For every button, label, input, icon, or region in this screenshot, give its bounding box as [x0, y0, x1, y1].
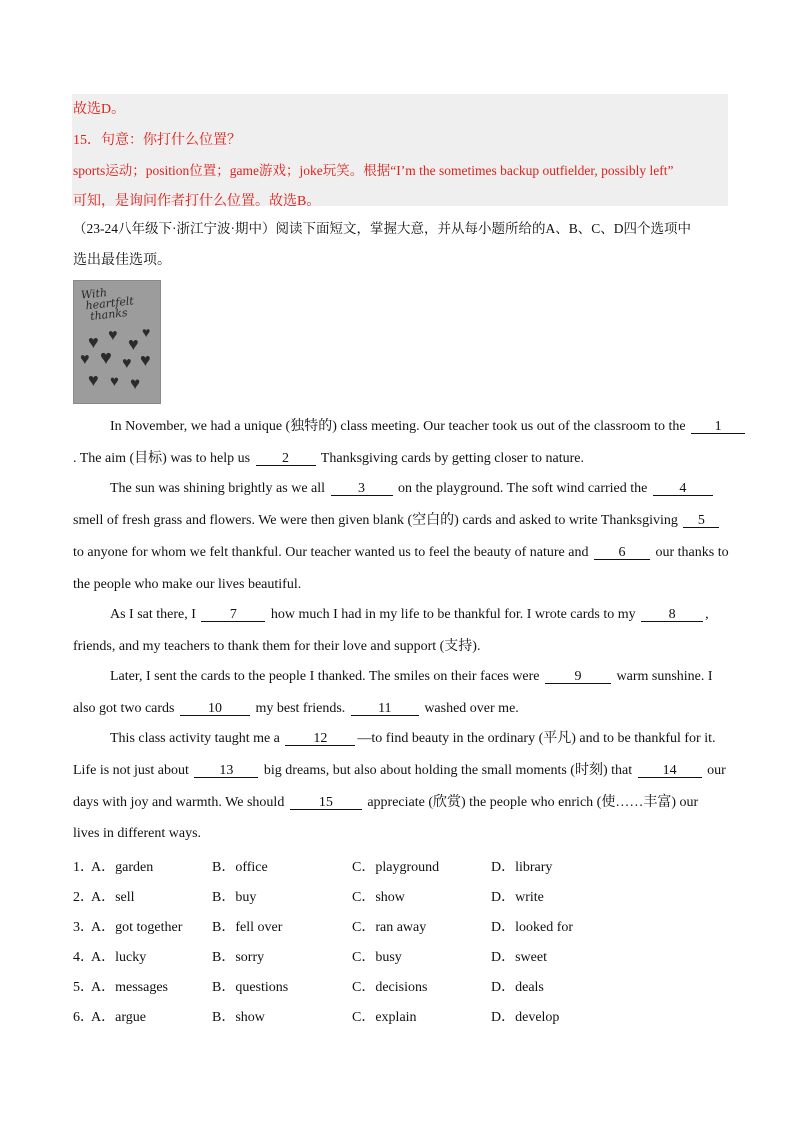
question-row — [73, 976, 713, 994]
instructions-line-1: （23-24八年级下·浙江宁波·期中）阅读下面短文，掌握大意，并从每小题所给的A、B、C、D四个选项中 — [73, 221, 691, 236]
option-d[interactable]: D．looked for — [491, 920, 574, 935]
passage-p3-line-1: As I sat there, I 7 how much I had in my life to be thankful for. I wrote cards to my 8 , — [110, 607, 709, 622]
question-row — [73, 946, 713, 964]
passage-p4-line-1: Later, I sent the cards to the people I thanked. The smiles on their faces were 9 warm sunshine. I — [110, 669, 713, 684]
answer-line-4: 可知，是询问作者打什么位置。故选B。 — [73, 194, 321, 209]
question-number: 1． — [73, 860, 94, 875]
blank-6: 6 — [594, 546, 650, 560]
option-b[interactable]: B．office — [212, 860, 268, 875]
answer-line-1: 故选D。 — [73, 102, 126, 117]
blank-5: 5 — [683, 514, 719, 528]
heart-icon: ♥ — [128, 334, 139, 354]
option-d[interactable]: D．sweet — [491, 950, 547, 965]
option-a[interactable]: A．argue — [91, 1010, 146, 1025]
question-number: 4． — [73, 950, 94, 965]
passage-p2-line-4: the people who make our lives beautiful. — [73, 577, 302, 592]
passage-p5-line-4: lives in different ways. — [73, 826, 202, 841]
passage-p1-line-2: . The aim (目标) was to help us 2 Thanksgiving cards by getting closer to nature. — [73, 451, 585, 466]
option-d[interactable]: D．develop — [491, 1010, 560, 1025]
passage-p2-line-1: The sun was shining brightly as we all 3 on the playground. The soft wind carried the 4 — [110, 481, 715, 497]
heart-icon: ♥ — [88, 370, 99, 390]
blank-8: 8 — [641, 608, 703, 622]
passage-p2-line-3: to anyone for whom we felt thankful. Our teacher wanted us to feel the beauty of nature and 6 our thanks to — [73, 545, 729, 560]
blank-10: 10 — [180, 702, 250, 716]
heart-icon: ♥ — [130, 374, 141, 393]
question-number: 6． — [73, 1010, 94, 1025]
heart-icon: ♥ — [108, 327, 118, 344]
blank-1: 1 — [691, 420, 745, 434]
option-b[interactable]: B．buy — [212, 890, 257, 905]
blank-11: 11 — [351, 702, 419, 716]
question-row — [73, 856, 713, 874]
option-c[interactable]: C．playground — [352, 860, 440, 875]
option-d[interactable]: D．write — [491, 890, 544, 905]
option-a[interactable]: A．messages — [91, 980, 168, 995]
question-row — [73, 886, 713, 904]
option-b[interactable]: B．sorry — [212, 950, 265, 965]
option-c[interactable]: C．decisions — [352, 980, 428, 995]
option-c[interactable]: C．busy — [352, 950, 402, 965]
passage-p4-line-2: also got two cards 10 my best friends. 11 washed over me. — [73, 701, 519, 716]
option-a[interactable]: A．sell — [91, 890, 135, 905]
option-c[interactable]: C．ran away — [352, 920, 427, 935]
option-c[interactable]: C．explain — [352, 1010, 417, 1025]
option-b[interactable]: B．questions — [212, 980, 289, 995]
option-a[interactable]: A．garden — [91, 860, 154, 875]
heart-icon: ♥ — [88, 332, 99, 352]
thanks-card-image — [73, 280, 161, 404]
heart-icon: ♥ — [100, 347, 112, 369]
option-d[interactable]: D．library — [491, 860, 553, 875]
question-row — [73, 1006, 713, 1024]
option-a[interactable]: A．got together — [91, 920, 183, 935]
blank-3: 3 — [331, 482, 393, 496]
option-d[interactable]: D．deals — [491, 980, 544, 995]
blank-12: 12 — [285, 732, 355, 746]
heart-icon: ♥ — [110, 374, 119, 390]
blank-7: 7 — [201, 608, 265, 622]
option-b[interactable]: B．show — [212, 1010, 265, 1025]
blank-14: 14 — [638, 764, 702, 778]
question-row — [73, 916, 713, 934]
heart-icon: ♥ — [140, 350, 151, 370]
question-number: 5． — [73, 980, 94, 995]
blank-9: 9 — [545, 670, 611, 684]
heart-icon: ♥ — [142, 326, 151, 341]
card-handwritten-title: With heartfelt thanks — [80, 286, 135, 324]
blank-13: 13 — [194, 764, 258, 778]
answer-line-2: 15．句意：你打什么位置？ — [73, 133, 241, 148]
question-number: 2． — [73, 890, 94, 905]
option-b[interactable]: B．fell over — [212, 920, 283, 935]
passage-p3-line-2: friends, and my teachers to thank them for their love and support (支持). — [73, 639, 481, 654]
heart-icon: ♥ — [122, 355, 132, 372]
passage-p2-line-2: smell of fresh grass and flowers. We were then given blank (空白的) cards and asked to write Thanksgiving 5 — [73, 513, 721, 529]
passage-p5-line-1: This class activity taught me a 12 —to find beauty in the ordinary (平凡) and to be thankful for it. — [110, 731, 716, 746]
option-c[interactable]: C．show — [352, 890, 405, 905]
passage-p5-line-2: Life is not just about 13 big dreams, but also about holding the small moments (时刻) that 14 our — [73, 763, 726, 778]
answer-line-3: sports运动；position位置；game游戏；joke玩笑。根据“I’m the sometimes backup outfielder, possibly left” — [73, 163, 674, 178]
blank-15: 15 — [290, 796, 362, 810]
heart-icon: ♥ — [80, 351, 90, 368]
question-number: 3． — [73, 920, 94, 935]
passage-p5-line-3: days with joy and warmth. We should 15 appreciate (欣赏) the people who enrich (使……丰富) our — [73, 795, 699, 810]
blank-4: 4 — [653, 482, 713, 496]
instructions-line-2: 选出最佳选项。 — [73, 253, 171, 268]
passage-p1-line-1: In November, we had a unique (独特的) class meeting. Our teacher took us out of the classroom to the 1 — [110, 419, 747, 435]
blank-2: 2 — [256, 452, 316, 466]
option-a[interactable]: A．lucky — [91, 950, 147, 965]
